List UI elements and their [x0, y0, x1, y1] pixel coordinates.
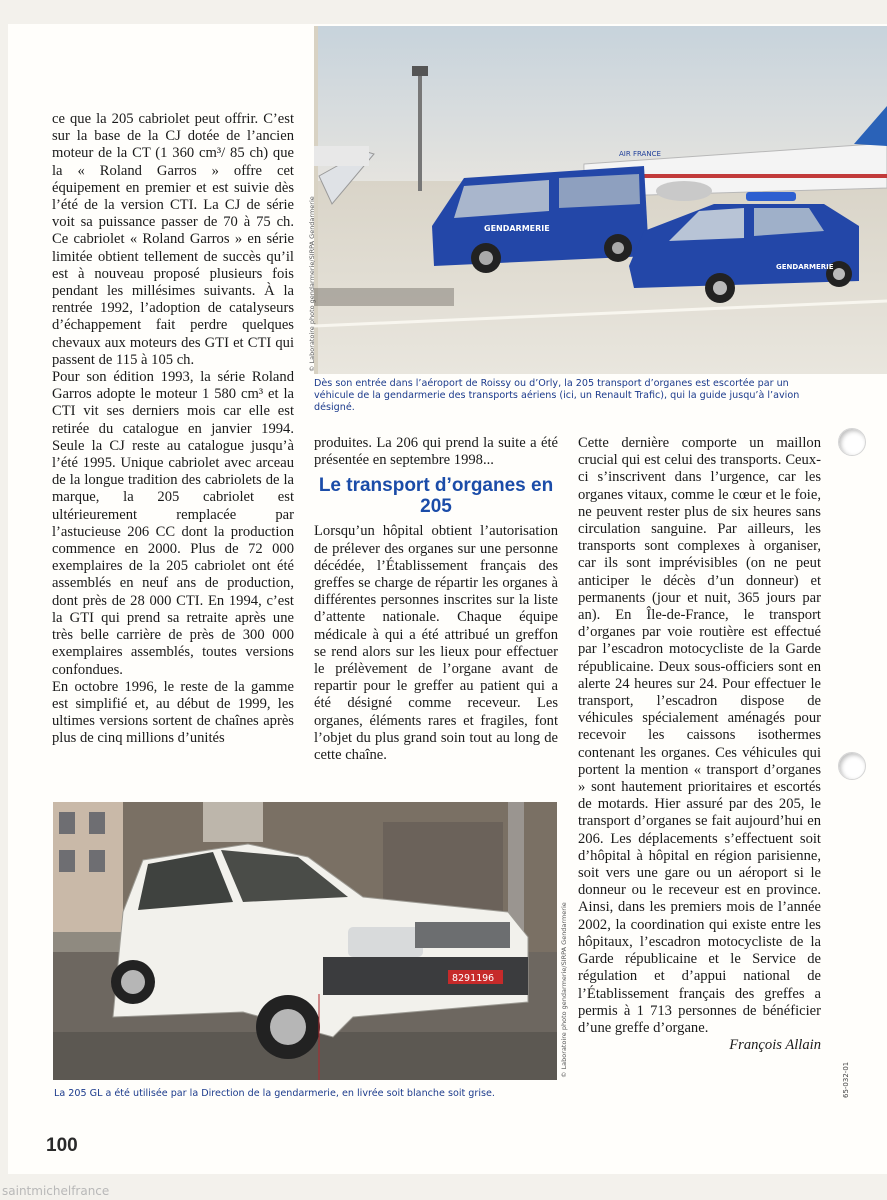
page-number: 100	[46, 1135, 78, 1156]
air-france-livery: AIR FRANCE	[619, 150, 661, 158]
airport-photo	[314, 26, 887, 374]
photo-caption-top: Dès son entrée dans l’aéroport de Roissy ou d’Orly, la 205 transport d’organes est escortée par un véhicule de la gendarmerie des transports aériens (ici, un Renault Trafic), qui la guide jusqu’à l’avion désigné.	[314, 378, 800, 413]
watermark: saintmichelfrance	[2, 1184, 110, 1198]
paragraph: produites. La 206 qui prend la suite a été présentée en septembre 1998...	[314, 435, 558, 469]
article-column-2	[314, 435, 558, 764]
white-205-illustration	[53, 802, 557, 1080]
article-column-3	[578, 435, 821, 1054]
binder-hole-top	[838, 428, 866, 456]
photo-credit-bottom: © Laboratoire photo gendarmerie/SIRPA Gendarmerie	[560, 902, 568, 1078]
paragraph: ce que la 205 cabriolet peut offrir. C’est sur la base de la CJ dotée de l’ancien moteur de la CT (1 360 cm³/ 85 ch) que la « Roland Garros » offre cet équipement en premier et est suivie dès l’été de la version CTI. La CJ de série voit sa puissance passer de 70 à 75 ch. Ce cabriolet « Roland Garros » en série limitée obtient tellement de succès qu’il est à nouveau proposé plusieurs fois pendant les millésimes suivants. À la rentrée 1992, l’adoption de catalyseurs d’échappement fait perdre quelques chevaux aux moteurs des GTI et CTI qui passent de 115 à 105 ch.	[52, 111, 294, 368]
car-gendarmerie-text: GENDARMERIE	[776, 263, 834, 271]
paragraph: Lorsqu’un hôpital obtient l’autorisation de prélever des organes sur une personne décédée, l’Établissement français des greffes se charge de répartir les organes à différentes personnes inscrites sur la liste d’attente nationale. Chaque équipe médicale à qui a été attribué un greffon se rend alors sur les lieux pour effectuer le prélèvement de l’organe avant de repartir pour le greffer au patient qui a été désigné comme receveur. Les organes, éléments rares et fragiles, font l’objet du plus grand soin tout au long de cette chaîne.	[314, 523, 558, 764]
photo-credit-top: © Laboratoire photo gendarmerie/SIRPA Gendarmerie	[308, 196, 316, 372]
van-gendarmerie-text: GENDARMERIE	[484, 224, 550, 233]
section-heading: Le transport d’organes en 205	[318, 475, 554, 518]
paragraph: En octobre 1996, le reste de la gamme est simplifié et, au début de 1999, les ultimes versions sortent de chaînes après plus de cinq millions d’unités	[52, 678, 294, 747]
binder-hole-bottom	[838, 752, 866, 780]
paragraph: Pour son édition 1993, la série Roland Garros adopte le moteur 1 580 cm³ et la CTI vit ses derniers mois car elle est retirée du catalogue en janvier 1994. Seule la CJ reste au catalogue jusqu’à l’été 1995. Unique cabriolet avec arceau de la longue tradition des cabriolets de la marque, la 205 cabriolet est ultérieurement remplacée par l’astucieuse 206 CC dont la production commence en 2000. Plus de 72 000 exemplaires de la 205 cabriolet ont été assemblés en neuf ans de production, dont près de 28 000 CTI. En 1994, c’est la GTI qui prend sa retraite après une très belle carrière de près de 300 000 exemplaires assemblés, toutes versions confondues.	[52, 369, 294, 678]
article-column-1	[52, 111, 294, 748]
airport-scene-illustration	[314, 26, 887, 374]
side-code: 65-032-01	[842, 1061, 850, 1098]
gendarmerie-van	[432, 166, 649, 273]
paragraph: Cette dernière comporte un maillon crucial qui est celui des transports. Ceux-ci s’inscrivent dans l’urgence, car les organes vitaux, comme le cœur et le foie, ne peuvent rester plus de six heures sans circulation sanguine. Par ailleurs, les transports sont complexes à organiser, car ils sont imprévisibles (on ne peut anticiper le décès d’un donneur) et permanents (jour et nuit, 365 jours par an). En Île-de-France, le transport d’organes par voie routière est effectué par l’escadron motocycliste de la Garde républicaine. Deux sous-officiers sont en alerte 24 heures sur 24. Pour effectuer le transport, l’escadron dispose de véhicules spécialement aménagés pour recevoir les caissons isothermes contenant les organes. Ces véhicules qui portent la mention « transport d’organes » sont hautement prioritaires et escortés de motards. Hier assuré par des 205, le transport d’organes se fait aujourd’hui en 206. Les déplacements s’effectuent soit d’hôpital à hôpital en région parisienne, soit vers une gare ou un aéroport si le donneur ou le receveur est en province. Ainsi, dans les premiers mois de l’année 2002, la coordination qui existe entre les hôpitaux, l’escadron motocycliste de la Garde républicaine et le Service de régulation et d’appui national de l’Établissement français des greffes a permis à 1 713 personnes de bénéficier d’une greffe d’organe.	[578, 435, 821, 1036]
white-205-photo	[53, 802, 557, 1080]
author-signature: François Allain	[729, 1037, 821, 1054]
photo-caption-bottom: La 205 GL a été utilisée par la Direction de la gendarmerie, en livrée soit blanche soit grise.	[54, 1088, 495, 1099]
license-plate: 8291196	[452, 973, 495, 984]
